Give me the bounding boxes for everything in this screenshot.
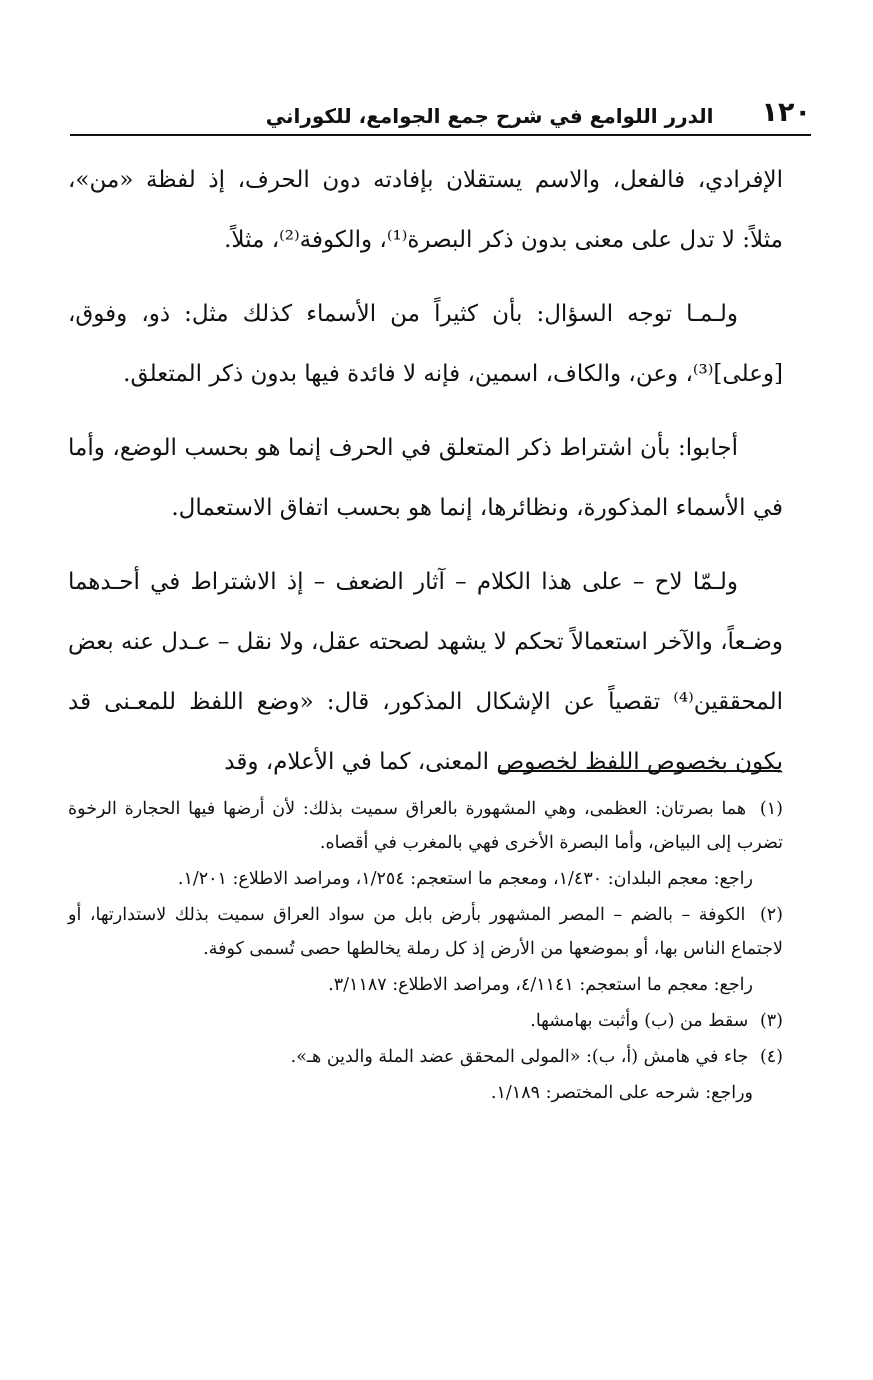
paragraph: أجابوا: بأن اشتراط ذكر المتعلق في الحرف إنما هو بحسب الوضع، وأما في الأسماء المذكورة، ونظائرها، إنما هو بحسب اتفاق الاستعمال. (68, 435, 783, 521)
page-number: ١٢٠ (761, 97, 811, 128)
paragraph: ولـمّا لاح – على هذا الكلام – آثار الضعف – إذ الاشتراط في أحـدهما وضـعاً، والآخر استعمالاً تحكم لا يشهد لصحته عقل، ولا نقل – عـدل عنه بعض المحققين⁽⁴⁾ تقصياً عن الإشكال المذكور، قال: «وضع اللفظ للمعـنى قد يكون بخصوص اللفظ لخصوص المعنى، كما في الأعلام، وقد (68, 569, 783, 775)
footnote-number: (٤) (759, 1047, 783, 1067)
footnote-text: الكوفة – بالضم – المصر المشهور بأرض بابل من سواد العراق سميت بذلك لاستدارتها، أو لاجتماع الناس بها، أو بموضعها من الأرض إذ كل رملة يخالطها حصى تُسمى كوفة. (68, 905, 783, 959)
footnotes (68, 792, 783, 1112)
footnote (68, 1040, 783, 1074)
footnote (68, 898, 783, 966)
footnote-text: جاء في هامش (أ، ب): «المولى المحقق عضد الملة والدين هـ». (290, 1047, 749, 1067)
footnote-reference: وراجع: شرحه على المختصر: ١/١٨٩. (490, 1083, 753, 1103)
footnote-reference: راجع: معجم ما استعجم: ٤/١١٤١، ومراصد الاطلاع: ٣/١١٨٧. (328, 975, 753, 995)
paragraph: ولـمـا توجه السؤال: بأن كثيراً من الأسماء كذلك مثل: ذو، وفوق، [وعلى]⁽³⁾، وعن، والكاف، اسمين، فإنه لا فائدة فيها بدون ذكر المتعلق. (68, 301, 783, 387)
running-title: الدرر اللوامع في شرح جمع الجوامع، للكوراني (265, 104, 714, 128)
footnote-reference: راجع: معجم البلدان: ١/٤٣٠، ومعجم ما استعجم: ١/٢٥٤، ومراصد الاطلاع: ١/٢٠١. (177, 869, 753, 889)
page-header (70, 88, 811, 136)
footnote-number: (١) (759, 799, 783, 819)
main-text (68, 150, 783, 806)
footnote-text: سقط من (ب) وأثبت بهامشها. (530, 1011, 749, 1031)
paragraph: الإفرادي، فالفعل، والاسم يستقلان بإفادته دون الحرف، إذ لفظة «من»، مثلاً: لا تدل على معنى بدون ذكر البصرة⁽¹⁾، والكوفة⁽²⁾، مثلاً. (68, 167, 783, 253)
footnote-separator (499, 770, 781, 772)
footnote-text: هما بصرتان: العظمى، وهي المشهورة بالعراق سميت بذلك: لأن أرضها فيها الحجارة الرخوة تضرب إلى البياض، وأما البصرة الأخرى فهي بالمغرب في أقصاه. (68, 799, 783, 853)
footnote-number: (٣) (759, 1011, 783, 1031)
footnote (68, 1004, 783, 1038)
footnote-number: (٢) (759, 905, 783, 925)
footnote (68, 792, 783, 860)
